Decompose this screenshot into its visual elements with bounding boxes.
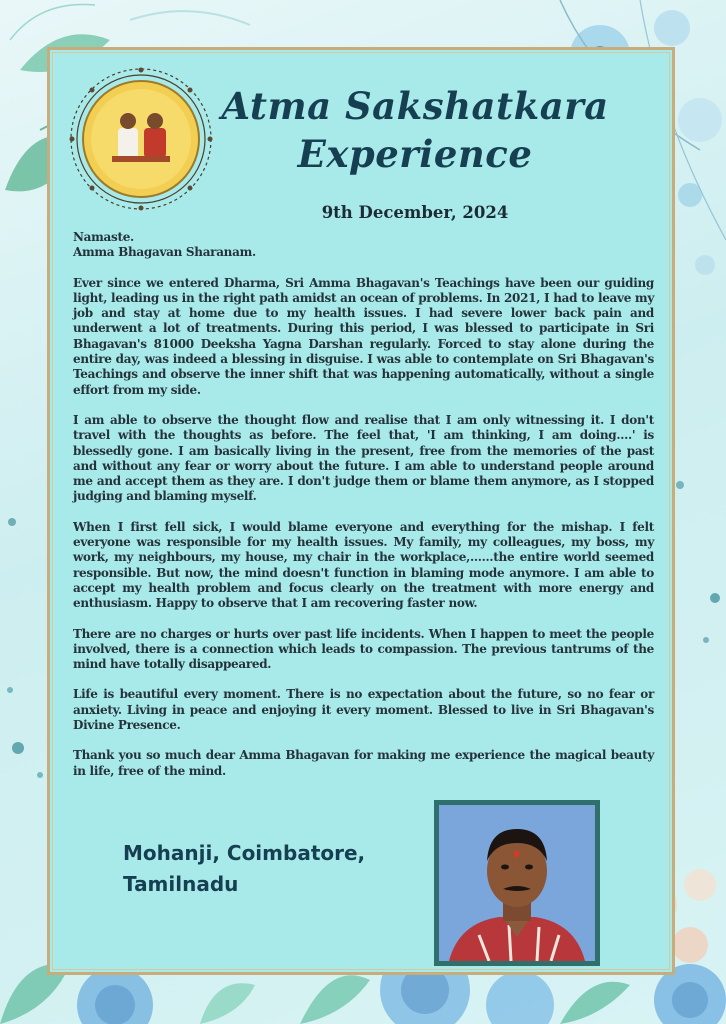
paragraph: Ever since we entered Dharma, Sri Amma Bhagavan's Teachings have been our guiding light, leading us in the right path amidst an ocean of problems. In 2021, I had to leave my job and stay at home due to my health issues. I had severe lower back pain and underwent a lot of treatments. During this period, I was blessed to participate in Sri Bhagavan's 81000 Deeksha Yagna Darshan regularly. Forced to stay alone during the entire day, was indeed a blessing in disguise. I was able to contemplate on Sri Bhagavan's Teachings and observe the inner shift that was happening automatically, without a single effort from my side. [73,275,654,397]
title-line-2: Experience [297,132,533,176]
letter-body [73,230,654,794]
greeting-line-1: Namaste. [73,230,134,244]
greeting-line-2: Amma Bhagavan Sharanam. [73,245,256,260]
paragraph: Life is beautiful every moment. There is no expectation about the future, so no fear or anxiety. Living in peace and enjoying it every moment. Blessed to live in Sri Bhagavan's Divine Presence. [73,687,654,733]
author-place-line: Tamilnadu [123,872,239,896]
author-signature [123,838,423,900]
paragraph: When I first fell sick, I would blame everyone and everything for the mishap. I felt everyone was responsible for my health issues. My family, my colleagues, my boss, my work, my neighbours, my house, my chair in the workplace,......the entire world seemed responsible. But now, the mind doesn't function in blaming mode anymore. I am able to accept my health problem and focus clearly on the treatment with more energy and enthusiasm. Happy to observe that I am recovering faster now. [73,519,654,611]
person-portrait-icon [439,805,595,961]
author-photo [434,800,600,966]
page-title [190,82,640,178]
title-line-1: Atma Sakshatkara [221,84,609,128]
greeting [73,230,654,261]
paragraph: I am able to observe the thought flow and realise that I am only witnessing it. I don't travel with the thoughts as before. The feel that, 'I am thinking, I am doing....' is blessedly gone. I am basically living in the present, free from the memories of the past and without any fear or worry about the future. I am able to understand people around me and accept them as they are. I don't judge them or blame them anymore, as I stopped judging and blaming myself. [73,412,654,504]
letter-date: 9th December, 2024 [321,203,509,222]
paragraph: There are no charges or hurts over past life incidents. When I happen to meet the people involved, there is a connection which leads to compassion. The previous tantrums of the mind have totally disappeared. [73,626,654,672]
author-name-line: Mohanji, Coimbatore, [123,841,366,865]
paragraph: Thank you so much dear Amma Bhagavan for making me experience the magical beauty in life, free of the mind. [73,748,654,778]
